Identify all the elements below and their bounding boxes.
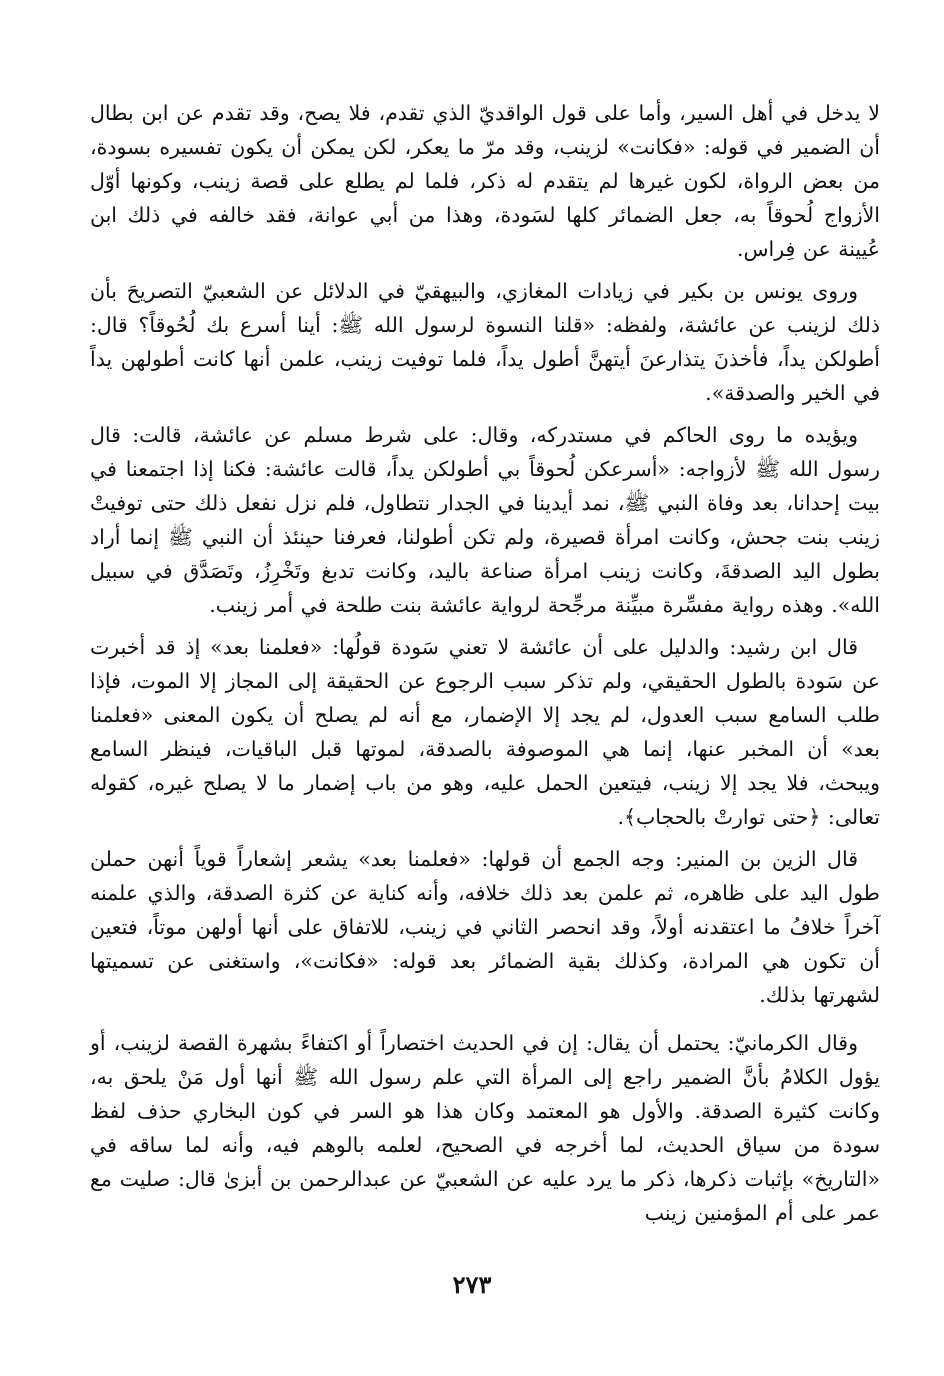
page-body [90,96,880,1238]
paragraph-2: وروى يونس بن بكير في زيادات المغازي، والبيهقيّ في الدلائل عن الشعبيّ التصريحَ بأن ذلك لزينب عن عائشة، ولفظه: «قلنا النسوة لرسول الله ﷺ: أينا أسرع بك لُحُوقاً؟ قال: أطولكن يداً، فأخذنَ يتذارعنَ أيتهنَّ أطول يداً، فلما توفيت زينب، علمن أنها كانت أطولهن يداً في الخير والصدقة». [90,279,880,405]
page-number: ٢٧٣ [452,1270,492,1299]
paragraph-3: ويؤيده ما روى الحاكم في مستدركه، وقال: على شرط مسلم عن عائشة، قالت: قال رسول الله ﷺ لأزواجه: «أسرعكن لُحوقاً بي أطولكن يداً، قالت عائشة: فكنا إذا اجتمعنا في بيت إحدانا، بعد وفاة النبي ﷺ، نمد أيدينا في الجدار نتطاول، فلم نزل نفعل ذلك حتى توفيتْ زينب بنت جحش، وكانت امرأة قصيرة، ولم تكن أطولنا، فعرفنا حينئذ أن النبي ﷺ إنما أراد بطول اليد الصدقةَ، وكانت زينب امرأة صناعة باليد، وكانت تدبغ وتَخْرِزُ، وتَصَدَّق في سبيل الله». وهذه رواية مفسِّرة مبيِّنة مرجِّحة لرواية عائشة بنت طلحة في أمر زينب. [90,423,880,617]
paragraph-1: لا يدخل في أهل السير، وأما على قول الواقديّ الذي تقدم، فلا يصح، وقد تقدم عن ابن بطال أن الضمير في قوله: «فكانت» لزينب، وقد مرّ ما يعكر، لكن يمكن أن يكون تفسيره بسودة، من بعض الرواة، لكون غيرها لم يتقدم له ذكر، فلما لم يطلع على قصة زينب، وكونها أوّل الأزواج لُحوقاً به، جعل الضمائر كلها لسَودة، وهذا من أبي عوانة، فقد خالفه في ذلك ابن عُيينة عن فِراس. [90,101,880,261]
paragraph-6: وقال الكرمانيّ: يحتمل أن يقال: إن في الحديث اختصاراً أو اكتفاءً بشهرة القصة لزينب، أو يؤول الكلامُ بأنَّ الضمير راجع إلى المرأة التي علم رسول الله ﷺ أنها أول مَنْ يلحق به، وكانت كثيرة الصدقة. والأول هو المعتمد وكان هذا هو السر في كون البخاري حذف لفظ سودة من سياق الحديث، لما أخرجه في الصحيح، لعلمه بالوهم فيه، وأنه لما ساقه في «التاريخ» بإثبات ذكرها، ذكر ما يرد عليه عن الشعبيّ عن عبدالرحمن بن أبزىٰ قال: صليت مع عمر على أم المؤمنين زينب [90,1031,880,1225]
paragraph-5: قال الزين بن المنير: وجه الجمع أن قولها: «فعلمنا بعد» يشعر إشعاراً قوياً أنهن حملن طول اليد على ظاهره، ثم علمن بعد ذلك خلافه، وأنه كناية عن كثرة الصدقة، والذي علمنه آخراً خلافُ ما اعتقدنه أولاً، وقد انحصر الثاني في زينب، للاتفاق على أنها أولهن موتاً، فتعين أن تكون هي المرادة، وكذلك بقية الضمائر بعد قوله: «فكانت»، واستغنى عن تسميتها لشهرتها بذلك. [90,847,880,1007]
paragraph-4: قال ابن رشيد: والدليل على أن عائشة لا تعني سَودة قولُها: «فعلمنا بعد» إذ قد أخبرت عن سَودة بالطول الحقيقي، ولم تذكر سبب الرجوع عن الحقيقة إلى المجاز إلا الموت، فإذا طلب السامع سبب العدول، لم يجد إلا الإضمار، مع أنه لم يصلح أن يكون المعنى «فعلمنا بعد» أن المخبر عنها، إنما هي الموصوفة بالصدقة، لموتها قبل الباقيات، فينظر السامع ويبحث، فلا يجد إلا زينب، فيتعين الحمل عليه، وهو من باب إضمار ما لا يصلح غيره، كقوله تعالى: ﴿حتى توارتْ بالحجاب﴾. [90,635,880,829]
